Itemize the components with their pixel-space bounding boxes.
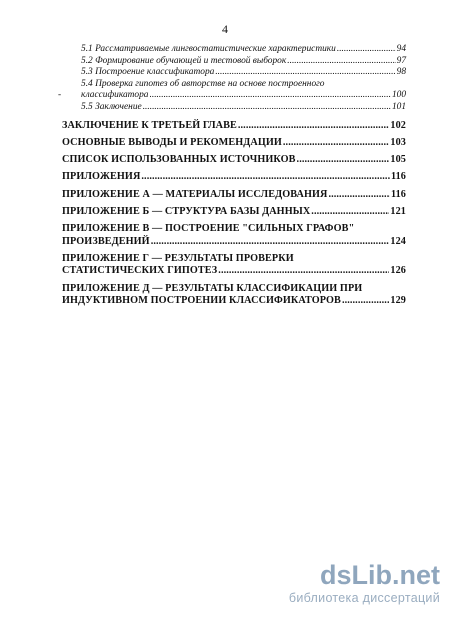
toc-leader [218, 265, 389, 277]
toc-entry-page: 103 [390, 136, 406, 148]
toc-entry-appendix-d [62, 283, 406, 308]
toc-entry-title-line1: ПРИЛОЖЕНИЕ Д — РЕЗУЛЬТАТЫ КЛАССИФИКАЦИИ ПРИ [62, 282, 363, 294]
toc-entry-page: 116 [390, 171, 406, 183]
toc-entry-5-2 [62, 56, 406, 68]
toc-entry-title: 5.3 Построение классификатора [81, 67, 215, 78]
toc-entry-title-line1: ПРИЛОЖЕНИЕ Г — РЕЗУЛЬТАТЫ ПРОВЕРКИ [62, 252, 294, 264]
toc-entry-title: ИНДУКТИВНОМ ПОСТРОЕНИИ КЛАССИФИКАТОРОВ [62, 294, 341, 306]
toc-entry-title: ПРИЛОЖЕНИЕ Б — СТРУКТУРА БАЗЫ ДАННЫХ [62, 206, 311, 218]
toc-entry-references [62, 154, 406, 166]
toc-entry-title: классификатора [81, 90, 149, 101]
toc-entry-page: 98 [396, 67, 406, 78]
toc-entry-5-1 [62, 44, 406, 56]
toc-entry-5-3 [62, 67, 406, 79]
toc-entry-title-line1: 5.4 Проверка гипотез об авторстве на основе построенного [81, 78, 325, 89]
toc-entry-conclusion-chapter3 [62, 120, 406, 132]
toc-leader [141, 171, 390, 183]
page-number: 4 [222, 22, 228, 36]
toc-entry-appendix-g [62, 253, 406, 278]
toc-entry-appendices [62, 171, 406, 183]
toc-entry-title: 5.2 Формирование обучающей и тестовой выборок [81, 55, 287, 66]
toc-entry-appendix-a [62, 189, 406, 201]
toc-entry-page: 126 [390, 265, 406, 277]
toc-leader [287, 56, 395, 68]
watermark-logo-tld: .net [391, 560, 440, 590]
toc-leader [311, 206, 389, 218]
toc-entry-page: 102 [390, 119, 406, 131]
toc-entry-appendix-v [62, 223, 406, 248]
toc-entry-title: 5.5 Заключение [81, 101, 142, 112]
toc-entry-page: 94 [396, 44, 406, 54]
toc-entry-page: 129 [390, 294, 406, 306]
watermark-logo [240, 561, 440, 589]
margin-mark: - [58, 90, 62, 101]
toc-leader [150, 90, 391, 102]
toc-entry-title: ЗАКЛЮЧЕНИЕ К ТРЕТЬЕЙ ГЛАВЕ [62, 119, 237, 131]
toc-entry-title: СПИСОК ИСПОЛЬЗОВАННЫХ ИСТОЧНИКОВ [62, 154, 296, 166]
toc-entry-title: СТАТИСТИЧЕСКИХ ГИПОТЕЗ [62, 265, 218, 277]
toc-leader [143, 102, 391, 114]
toc-entry-page: 97 [396, 55, 406, 66]
toc-entry-appendix-b [62, 206, 406, 218]
toc-leader [342, 295, 389, 307]
toc-entry-page: 105 [390, 154, 406, 166]
toc-leader [151, 236, 390, 248]
table-of-contents [58, 44, 406, 307]
toc-entry-title: ПРИЛОЖЕНИЯ [62, 171, 141, 183]
toc-entry-page: 121 [390, 206, 406, 218]
toc-leader [215, 67, 395, 79]
toc-leader [337, 44, 396, 56]
toc-entry-title: 5.1 Рассматриваемые лингвостатистические характеристики [81, 44, 336, 54]
toc-entry-conclusions [62, 137, 406, 149]
toc-leader [328, 189, 390, 201]
toc-entry-title: ПРОИЗВЕДЕНИЙ [62, 235, 150, 247]
toc-entry-page: 101 [391, 101, 406, 112]
toc-entry-title: ПРИЛОЖЕНИЕ А — МАТЕРИАЛЫ ИССЛЕДОВАНИЯ [62, 188, 328, 200]
toc-leader [238, 120, 390, 132]
watermark-tagline: библиотека диссертаций [288, 591, 440, 605]
toc-entry-5-4 [58, 78, 406, 102]
toc-entry-5-5 [62, 102, 406, 114]
toc-entry-page: 124 [390, 235, 406, 247]
toc-entry-page: 116 [390, 188, 406, 200]
toc-entry-title-line1: ПРИЛОЖЕНИЕ В — ПОСТРОЕНИЕ "СИЛЬНЫХ ГРАФОВ" [62, 223, 355, 235]
watermark-logo-main: dsLib [319, 560, 392, 590]
toc-entry-title: ОСНОВНЫЕ ВЫВОДЫ И РЕКОМЕНДАЦИИ [62, 136, 282, 148]
toc-leader [283, 137, 390, 149]
toc-leader [297, 154, 390, 166]
watermark [240, 561, 440, 605]
toc-entry-page: 100 [391, 90, 406, 101]
